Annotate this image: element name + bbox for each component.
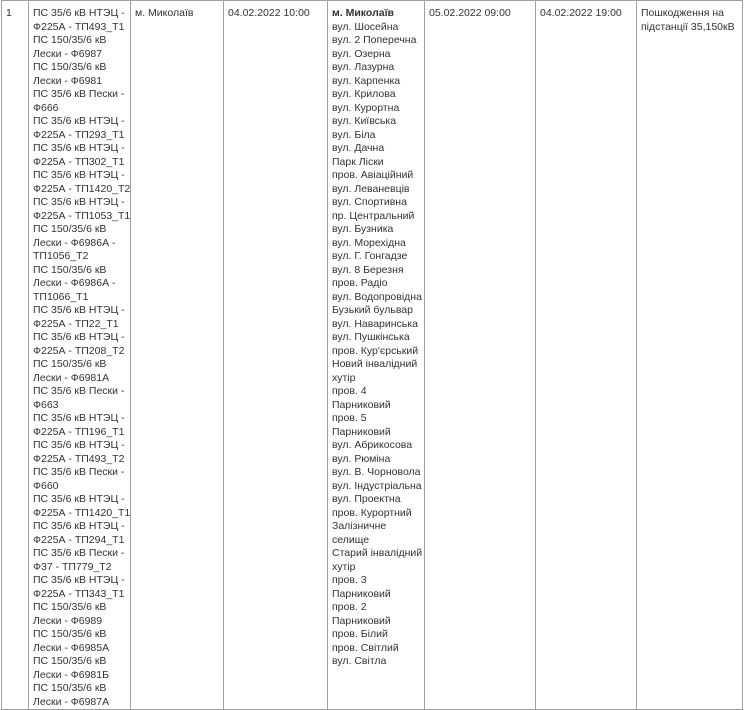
- street-line: вул. Проектна: [332, 493, 401, 505]
- substation-line: ПС 35/6 кВ НТЭЦ -: [33, 169, 125, 181]
- street-line: хутір: [332, 560, 356, 573]
- street-line: вул. Озерна: [332, 47, 391, 60]
- end-at-cell: [536, 1, 637, 710]
- street-line: вул. Пушкінська: [332, 331, 410, 343]
- street-line: Новий інвалідний: [332, 358, 418, 370]
- street-line: вул. 8 Березня: [332, 263, 404, 276]
- substation-line: ПС 35/6 кВ НТЭЦ -: [33, 574, 125, 586]
- street-line: Парниковий: [332, 398, 391, 411]
- substation-line: Ф37 - ТП779_Т2: [33, 560, 112, 573]
- substation-line: Ф666: [33, 101, 59, 114]
- substation-line: ПС 150/35/6 кВ: [33, 61, 107, 73]
- substation-line: ПС 150/35/6 кВ: [33, 358, 107, 370]
- table-row: [2, 1, 743, 710]
- street-line: Парниковий: [332, 614, 391, 627]
- substation-line: ПС 35/6 кВ НТЭЦ -: [33, 142, 125, 154]
- substation-line: ПС 150/35/6 кВ: [33, 34, 107, 46]
- street-line: вул. Абрикосова: [332, 439, 413, 451]
- substation-line: Ф225А - ТП22_Т1: [33, 317, 119, 330]
- street-line: вул. Шосейна: [332, 20, 399, 33]
- street-line: вул. Г. Гонгадзе: [332, 250, 408, 262]
- street-line: вул. Водопровідна: [332, 290, 422, 303]
- substation-line: Ф660: [33, 479, 59, 492]
- end-at: 04.02.2022 19:00: [540, 7, 622, 19]
- street-line: пров. 2: [332, 601, 367, 613]
- street-line: Залізничне: [332, 520, 387, 532]
- street-line: пров. Радіо: [332, 277, 388, 289]
- street-line: Старий інвалідний: [332, 547, 423, 559]
- substation-line: ПС 35/6 кВ НТЭЦ -: [33, 331, 125, 343]
- street-line: вул. Крилова: [332, 88, 396, 100]
- substation-line: ПС 150/35/6 кВ: [33, 263, 107, 276]
- substation-line: Лески - Ф6987А: [33, 695, 110, 708]
- street-line: вул. Наваринська: [332, 317, 418, 330]
- substation-line: Лески - Ф6981А: [33, 371, 110, 384]
- reason-cell: [637, 1, 743, 710]
- street-line: вул. Світла: [332, 655, 387, 667]
- street-line: вул. Рюміна: [332, 452, 391, 465]
- streets-list: [332, 20, 423, 669]
- street-line: пр. Центральний: [332, 209, 415, 222]
- substations-list: [33, 7, 131, 709]
- substation-line: ПС 35/6 кВ НТЭЦ -: [33, 412, 125, 424]
- substation-line: Лески - Ф6981Б: [33, 668, 110, 681]
- substation-line: Ф225А - ТП302_Т1: [33, 155, 125, 168]
- reason: Пошкодження на підстанції 35,150кВ: [641, 7, 735, 33]
- street-line: вул. Карпенка: [332, 74, 401, 87]
- substation-line: ПС 150/35/6 кВ: [33, 628, 107, 640]
- street-line: вул. Індустріальна: [332, 479, 422, 492]
- substation-line: ПС 35/6 кВ Пески -: [33, 466, 125, 478]
- substation-line: Лески - Ф6985А: [33, 641, 110, 654]
- substation-line: ТП1056_Т2: [33, 250, 89, 262]
- reported-at: 04.02.2022 10:00: [228, 7, 310, 19]
- street-line: вул. Спортивна: [332, 196, 407, 208]
- street-line: вул. 2 Поперечна: [332, 34, 417, 46]
- substation-line: Ф225А - ТП493_Т2: [33, 452, 125, 465]
- street-line: вул. Лазурна: [332, 61, 395, 73]
- substation-line: ПС 35/6 кВ НТЭЦ -: [33, 439, 125, 451]
- street-line: пров. Курортний: [332, 506, 412, 519]
- street-line: вул. Київська: [332, 115, 397, 127]
- street-line: пров. Кур'єрський: [332, 344, 419, 357]
- street-line: вул. Курортна: [332, 101, 400, 114]
- row-number-cell: [2, 1, 29, 710]
- reported-at-cell: [224, 1, 328, 710]
- street-line: Бузький бульвар: [332, 304, 413, 316]
- substation-line: ПС 35/6 кВ НТЭЦ -: [33, 7, 125, 19]
- substation-line: ПС 35/6 кВ Пески -: [33, 385, 125, 397]
- street-line: пров. Авіаційний: [332, 169, 414, 181]
- start-at-cell: [425, 1, 536, 710]
- start-at: 05.02.2022 09:00: [429, 7, 511, 19]
- substation-line: Лески - Ф6986А -: [33, 236, 116, 249]
- street-line: пров. 5: [332, 412, 367, 424]
- street-line: Парниковий: [332, 425, 391, 438]
- substation-line: ПС 150/35/6 кВ: [33, 601, 107, 613]
- street-line: вул. Дачна: [332, 142, 385, 154]
- addresses-cell: [328, 1, 425, 710]
- street-line: вул. Леваневців: [332, 182, 410, 195]
- substation-line: Ф225А - ТП208_Т2: [33, 344, 125, 357]
- substation-line: Ф225А - ТП1420_Т1: [33, 506, 131, 519]
- substation-line: Лески - Ф6989: [33, 614, 103, 627]
- substation-line: ПС 35/6 кВ НТЭЦ -: [33, 304, 125, 316]
- substation-line: Ф663: [33, 398, 59, 411]
- street-line: Парк Ліски: [332, 155, 384, 168]
- substation-line: ПС 150/35/6 кВ: [33, 655, 107, 667]
- street-line: вул. Бузника: [332, 223, 394, 235]
- substation-line: Лески - Ф6986А -: [33, 277, 116, 289]
- substation-line: Ф225А - ТП293_Т1: [33, 128, 125, 141]
- substation-line: ТП1066_Т1: [33, 290, 89, 303]
- substation-line: Ф225А - ТП1053_Т1: [33, 209, 131, 222]
- substation-line: Ф225А - ТП196_Т1: [33, 425, 125, 438]
- street-line: пров. Світлий: [332, 641, 399, 654]
- street-line: пров. 3: [332, 574, 367, 586]
- substation-line: ПС 150/35/6 кВ: [33, 682, 107, 694]
- substation-line: ПС 35/6 кВ НТЭЦ -: [33, 493, 125, 505]
- street-line: пров. Білий: [332, 628, 388, 640]
- substation-line: Лески - Ф6981: [33, 74, 103, 87]
- substation-line: ПС 35/6 кВ НТЭЦ -: [33, 196, 125, 208]
- substation-line: ПС 150/35/6 кВ: [33, 223, 107, 235]
- outage-table: [1, 0, 743, 710]
- substation-line: ПС 35/6 кВ Пески -: [33, 88, 125, 100]
- street-line: вул. Морехідна: [332, 236, 406, 249]
- settlement: м. Миколаїв: [135, 7, 194, 19]
- row-number: 1: [6, 7, 12, 19]
- address-city: м. Миколаїв: [332, 7, 394, 19]
- settlement-cell: [131, 1, 224, 710]
- substation-line: Ф225А - ТП493_Т1: [33, 20, 125, 33]
- street-line: Парниковий: [332, 587, 391, 600]
- substation-line: Ф225А - ТП294_Т1: [33, 533, 125, 546]
- street-line: пров. 4: [332, 385, 367, 397]
- substation-line: ПС 35/6 кВ НТЭЦ -: [33, 115, 125, 127]
- substation-line: Ф225А - ТП1420_Т2: [33, 182, 131, 195]
- substations-cell: [29, 1, 131, 710]
- street-line: селище: [332, 533, 370, 546]
- substation-line: ПС 35/6 кВ Пески -: [33, 547, 125, 559]
- substation-line: Ф225А - ТП343_Т1: [33, 587, 125, 600]
- substation-line: Лески - Ф6987: [33, 47, 103, 60]
- street-line: хутір: [332, 371, 356, 384]
- substation-line: ПС 35/6 кВ НТЭЦ -: [33, 520, 125, 532]
- street-line: вул. Біла: [332, 128, 376, 141]
- street-line: вул. В. Чорновола: [332, 466, 421, 478]
